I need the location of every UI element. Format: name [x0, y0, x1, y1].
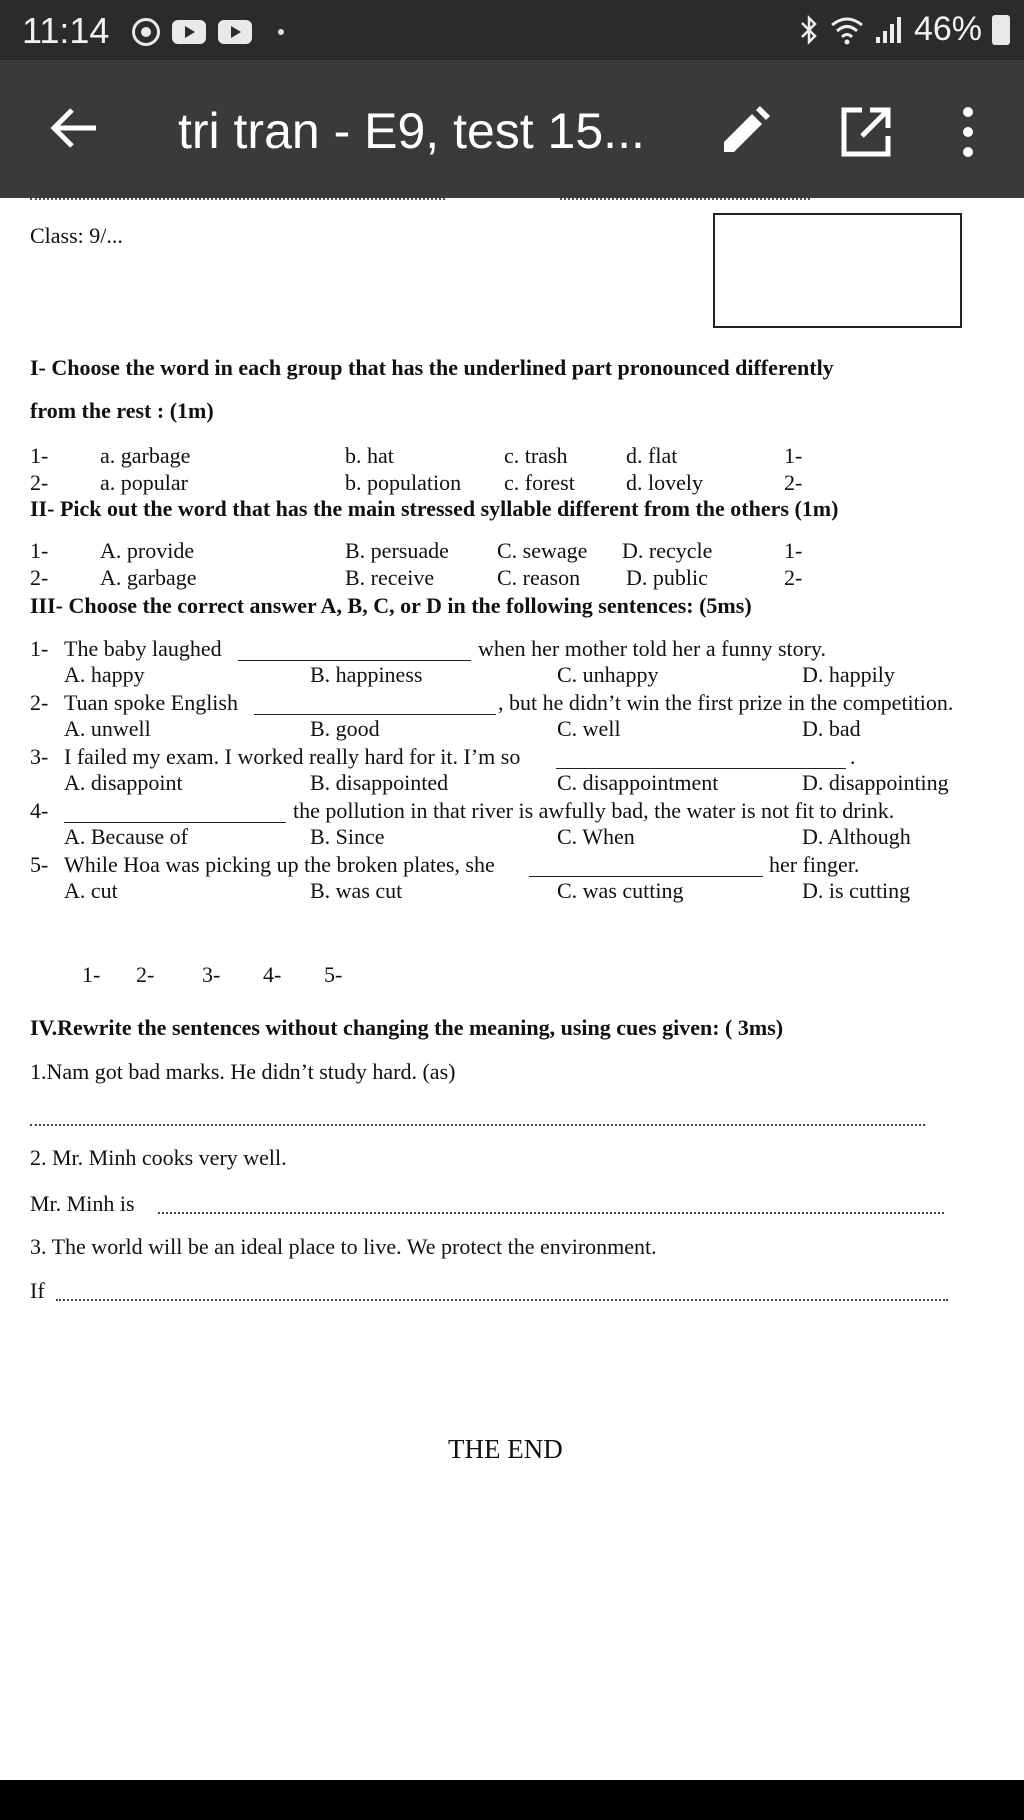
q1-option-a: A. happy [64, 662, 145, 687]
document-page [0, 198, 1024, 1780]
class-label: Class: 9/... [30, 223, 123, 248]
q5-option-b: B. was cut [310, 878, 403, 903]
section1-heading: I- Choose the word in each group that has the underlined part pronounced differently [30, 355, 834, 380]
q4-num: 4- [30, 798, 49, 823]
s2-row2-ans: 2- [784, 565, 803, 590]
answer-num-1: 1- [82, 962, 101, 987]
status-bar [0, 0, 1024, 60]
s2-row1-b: B. persuade [345, 538, 449, 563]
q4-option-b: B. Since [310, 824, 385, 849]
open-external-icon[interactable] [836, 102, 896, 162]
q1-blank [238, 660, 471, 661]
q3-num: 3- [30, 744, 49, 769]
s2-row2-a: A. garbage [100, 565, 197, 590]
battery-percent: 46% [913, 10, 982, 48]
answer-num-5: 5- [324, 962, 343, 987]
youtube-icon [172, 20, 206, 44]
rewrite-q3-cue: If [30, 1278, 45, 1303]
document-title: tri tran - E9, test 15... [178, 103, 645, 159]
q3-text: I failed my exam. I worked really hard for it. I’m so [64, 744, 521, 769]
cut-off-header-line [560, 198, 810, 203]
rewrite-q3-line [56, 1299, 948, 1301]
q5-num: 5- [30, 852, 49, 877]
s1-row2-a: a. popular [100, 470, 188, 495]
q2-option-b: B. good [310, 716, 380, 741]
q2-option-a: A. unwell [64, 716, 151, 741]
s1-row1-d: d. flat [626, 443, 678, 468]
s2-row1-d: D. recycle [622, 538, 713, 563]
cut-off-name-line [30, 198, 445, 203]
q2-text: Tuan spoke English [64, 690, 238, 715]
q2-num: 2- [30, 690, 49, 715]
s2-row2-b: B. receive [345, 565, 435, 590]
q1-num: 1- [30, 636, 49, 661]
q5-blank [529, 876, 763, 877]
q2-blank [254, 714, 496, 715]
section3-heading: III- Choose the correct answer A, B, C, or D in the following sentences: (5ms) [30, 593, 752, 618]
q4-option-d: D. Although [802, 824, 911, 849]
rewrite-q1-line [30, 1124, 925, 1126]
navigation-bar [0, 1780, 1024, 1820]
q3-option-b: B. disappointed [310, 770, 449, 795]
s2-row2-c: C. reason [497, 565, 581, 590]
youtube-icon [218, 20, 252, 44]
s1-row2-ans: 2- [784, 470, 803, 495]
signal-icon [874, 15, 904, 45]
s1-row1-num: 1- [30, 443, 49, 468]
s1-row1-b: b. hat [345, 443, 394, 468]
q1-text-end: when her mother told her a funny story. [478, 636, 827, 661]
q5-option-d: D. is cutting [802, 878, 911, 903]
answer-num-2: 2- [136, 962, 155, 987]
q5-text-end: her finger. [769, 852, 860, 877]
q1-text: The baby laughed [64, 636, 222, 661]
rewrite-q2-cue: Mr. Minh is [30, 1191, 135, 1216]
answer-num-3: 3- [202, 962, 221, 987]
q2-text-end: , but he didn’t win the first prize in the competition. [498, 690, 954, 715]
s2-row1-c: C. sewage [497, 538, 588, 563]
s2-row2-d: D. public [626, 565, 708, 590]
q5-text: While Hoa was picking up the broken plates, she [64, 852, 495, 877]
status-time: 11:14 [22, 10, 110, 51]
rewrite-q2-line [158, 1212, 944, 1214]
s2-row1-ans: 1- [784, 538, 803, 563]
rewrite-q3: 3. The world will be an ideal place to live. We protect the environment. [30, 1234, 657, 1259]
recording-icon [132, 18, 160, 46]
q5-option-c: C. was cutting [557, 878, 684, 903]
back-arrow-icon[interactable] [44, 98, 104, 158]
q3-blank [556, 768, 846, 769]
s2-row2-num: 2- [30, 565, 49, 590]
section4-heading: IV.Rewrite the sentences without changing the meaning, using cues given: ( 3ms) [30, 1015, 784, 1040]
q1-option-d: D. happily [802, 662, 895, 687]
q3-option-d: D. disappointing [802, 770, 949, 795]
q5-option-a: A. cut [64, 878, 118, 903]
notification-icons [132, 18, 284, 46]
s2-row1-num: 1- [30, 538, 49, 563]
app-bar [0, 60, 1024, 198]
s1-row2-c: c. forest [504, 470, 575, 495]
answer-num-4: 4- [263, 962, 282, 987]
s1-row1-a: a. garbage [100, 443, 191, 468]
q1-option-c: C. unhappy [557, 662, 659, 687]
q4-option-a: A. Because of [64, 824, 189, 849]
q4-text-end: the pollution in that river is awfully bad, the water is not fit to drink. [293, 798, 895, 823]
bluetooth-icon [798, 15, 820, 45]
rewrite-q2: 2. Mr. Minh cooks very well. [30, 1145, 287, 1170]
s1-row2-b: b. population [345, 470, 462, 495]
s1-row1-ans: 1- [784, 443, 803, 468]
q4-option-c: C. When [557, 824, 635, 849]
more-notifications-icon [278, 29, 284, 35]
q2-option-c: C. well [557, 716, 621, 741]
section1-heading-cont: from the rest : (1m) [30, 398, 214, 423]
section2-heading: II- Pick out the word that has the main stressed syllable different from the others (1m) [30, 496, 839, 521]
system-icons [798, 10, 1010, 49]
q3-option-a: A. disappoint [64, 770, 183, 795]
q2-option-d: D. bad [802, 716, 861, 741]
wifi-icon [830, 15, 864, 45]
s1-row2-num: 2- [30, 470, 49, 495]
the-end-label: THE END [448, 1434, 563, 1464]
q3-option-c: C. disappointment [557, 770, 719, 795]
s1-row1-c: c. trash [504, 443, 568, 468]
q4-blank [64, 822, 286, 823]
q3-text-end: . [850, 744, 856, 769]
edit-pencil-icon[interactable] [716, 104, 772, 160]
rewrite-q1: 1.Nam got bad marks. He didn’t study hard. (as) [30, 1059, 456, 1084]
s2-row1-a: A. provide [100, 538, 195, 563]
q1-option-b: B. happiness [310, 662, 423, 687]
score-box [713, 213, 962, 328]
more-options-icon[interactable] [950, 102, 986, 162]
s1-row2-d: d. lovely [626, 470, 703, 495]
battery-icon [992, 15, 1010, 45]
